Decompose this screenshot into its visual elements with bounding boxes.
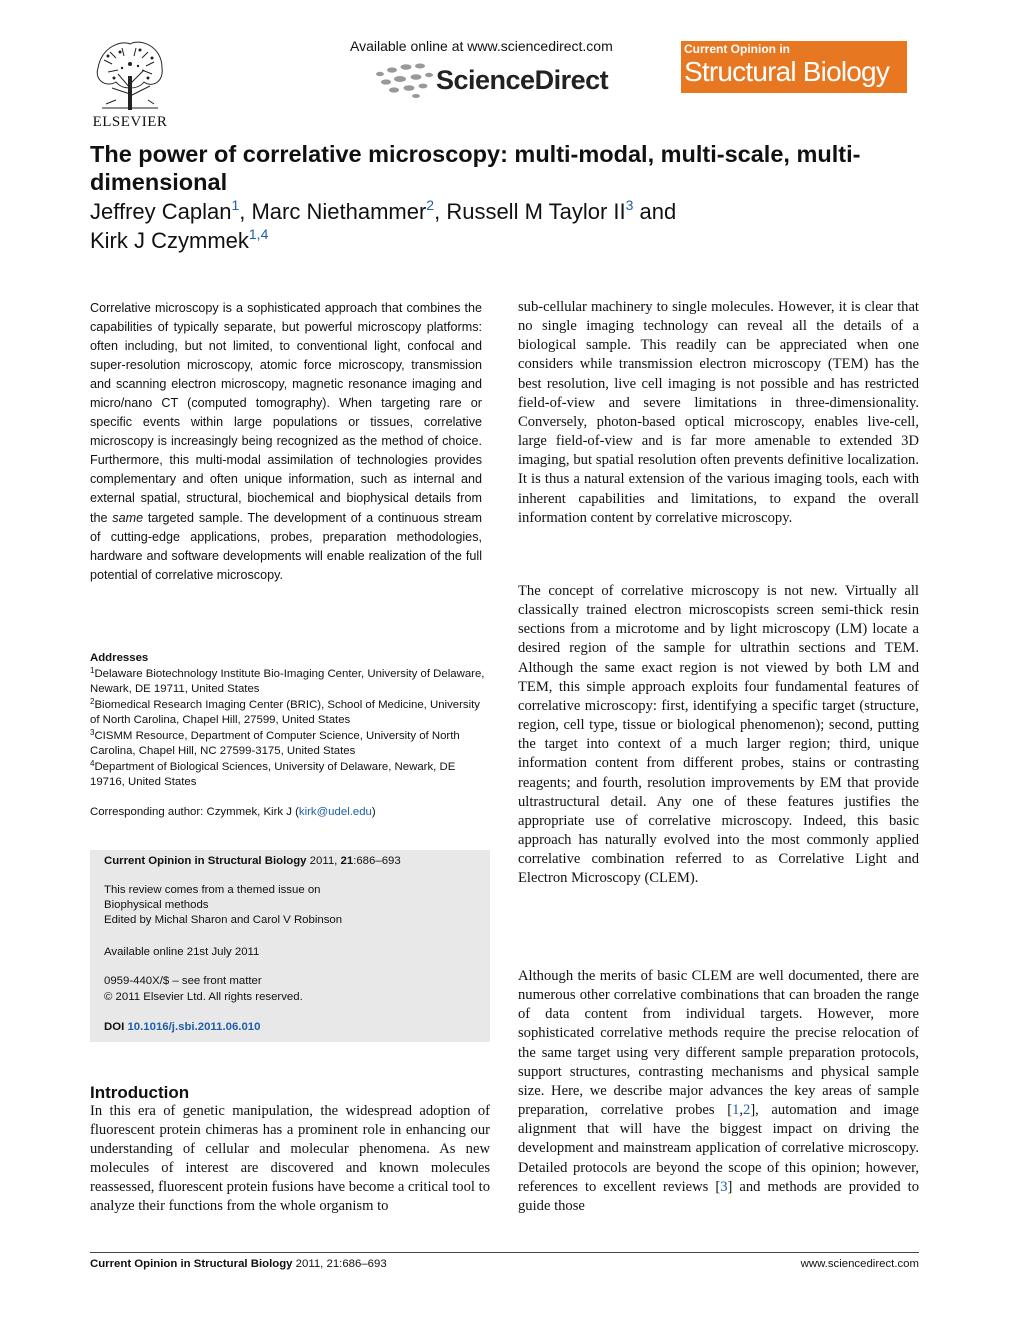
address-text: Department of Biological Sciences, University of Delaware, Newark, DE 19716, United States <box>90 760 456 788</box>
address-text: Delaware Biotechnology Institute Bio-Imaging Center, University of Delaware, Newark, DE 19711, United States <box>90 667 485 695</box>
author-affiliation[interactable]: 1 <box>231 197 240 213</box>
author-affiliation[interactable]: 3 <box>625 197 634 213</box>
author-name: Marc Niethammer <box>251 199 427 224</box>
address-number: 4 <box>90 758 95 768</box>
theme-name: Biophysical methods <box>104 899 209 911</box>
available-date: Available online 21st July 2011 <box>104 946 260 958</box>
author-separator: and <box>633 199 677 224</box>
paragraph-text: ], automation and image alignment that will have the biggest impact on driving the development and mainstream application of correlative microscopy. Detailed protocols are beyond the scope of this opinion; however, references to excellent reviews [ <box>518 1102 920 1195</box>
corresponding-prefix: Corresponding author: Czymmek, Kirk J ( <box>90 806 299 818</box>
abstract-emphasis: same <box>112 510 144 525</box>
address-number: 2 <box>90 696 95 706</box>
theme-line: This review comes from a themed issue on <box>104 884 321 896</box>
sciencedirect-wordmark: ScienceDirect <box>436 64 609 95</box>
address-item <box>90 760 490 791</box>
author-affiliation[interactable]: 2 <box>426 197 435 213</box>
elsevier-logo <box>90 38 170 130</box>
footer-url[interactable]: www.sciencedirect.com <box>800 1258 919 1270</box>
available-online-text: Available online at www.sciencedirect.com <box>350 38 613 54</box>
corresponding-author <box>90 806 490 818</box>
author-separator: , <box>239 199 252 224</box>
body-paragraph-2: The concept of correlative microscopy is not new. Virtually all classically trained electron microscopists screen semi-thick resin sections from a microtome and by light microscopy (LM) locate a desired region of the sample for ultrathin sections and TEM. Although the same exact region is not viewed by both LM and TEM, this simple approach exploits four fundamental features of correlative microscopy: first, identifying a specific target (structure, region, cell type, tissue or biological phenomenon); second, putting the target into context of a much larger region; third, unique information content from different probes, stains or contrasting reagents; and fourth, resolution improvements by EM that provide ultrastructural detail. Any one of these features justifies the appropriate use of correlative microscopy. Indeed, this basic approach has naturally evolved into the most commonly applied correlative combination referred to as Correlative Light and Electron Microscopy (CLEM). <box>518 583 919 887</box>
journal-badge-title: Structural Biology <box>684 56 890 87</box>
footer-divider <box>90 1252 919 1253</box>
citation-journal: Current Opinion in Structural Biology <box>104 855 307 867</box>
editors-line: Edited by Michal Sharon and Carol V Robinson <box>104 914 343 926</box>
citation-volume: 21 <box>340 855 354 867</box>
footer-citation <box>90 1258 387 1270</box>
introduction-text: In this era of genetic manipulation, the widespread adoption of fluorescent protein chimeras has a prominent role in enhancing our understanding of cellular and molecular phenomena. As new molecules of interest are discovered and known molecules reassessed, fluorescent protein fusions have become a critical tool to analyze their functions from the whole organism to <box>90 1103 490 1215</box>
reference-link[interactable]: 3 <box>720 1178 728 1195</box>
copyright-line: © 2011 Elsevier Ltd. All rights reserved. <box>104 991 303 1003</box>
doi-label: DOI <box>104 1021 125 1033</box>
address-item <box>90 698 490 729</box>
paragraph-text: Although the merits of basic CLEM are well documented, there are numerous other correlative combinations that can broaden the range of data content from individual targets. However, more sophisticated correlative methods require the precise relocation of the same target using very different sample preparation protocols, support structures, contrasting mechanisms and physical sample size. Here, we describe major advances the key areas of sample preparation, correlative probes [ <box>518 968 919 1119</box>
doi-link[interactable]: 10.1016/j.sbi.2011.06.010 <box>127 1021 261 1033</box>
journal-badge <box>681 41 907 93</box>
paragraph-text: ] and methods are provided to guide those <box>518 1178 919 1214</box>
reference-link[interactable]: 1 <box>732 1102 740 1119</box>
citation-year: 2011, <box>306 855 341 867</box>
address-item <box>90 729 490 760</box>
address-number: 1 <box>90 665 95 675</box>
publisher-name: ELSEVIER <box>92 114 168 130</box>
author-separator: , <box>434 199 447 224</box>
author-name: Kirk J Czymmek <box>90 228 249 253</box>
author-affiliation[interactable]: 1,4 <box>248 226 269 242</box>
citation-pages: :686–693 <box>353 855 401 867</box>
footer-journal: Current Opinion in Structural Biology <box>90 1258 293 1270</box>
corresponding-suffix: ) <box>371 806 376 818</box>
issn-line: 0959-440X/$ – see front matter <box>104 975 262 987</box>
abstract-text: Correlative microscopy is a sophisticated approach that combines the capabilities of typically separate, but powerful microscopy platforms: often including, but not limited, to conventional light, confocal and super-resolution microscopy, atomic force microscopy, transmission and scanning electron microscopy, magnetic resonance imaging and micro/nano CT (computed tomography). When targeting rare or specific events within large populations or tissues, correlative microscopy is increasingly being recognized as the method of choice. Furthermore, this multi-modal assimilation of technologies provides complementary and often unique information, such as internal and external spatial, structural, biochemical and biophysical details from the <box>90 301 482 525</box>
author-name: Russell M Taylor II <box>446 199 626 224</box>
abstract-text: targeted sample. The development of a continuous stream of cutting-edge applications, probes, preparation methodologies, hardware and software developments will enable realization of the full potential of correlative microscopy. <box>90 510 482 582</box>
reference-link[interactable]: 2 <box>743 1102 751 1119</box>
address-text: CISMM Resource, Department of Computer Science, University of North Carolina, Chapel Hill, NC 27599-3175, United States <box>90 729 460 757</box>
elsevier-tree-icon <box>92 38 168 112</box>
address-number: 3 <box>90 727 95 737</box>
body-paragraph-1: sub-cellular machinery to single molecules. However, it is clear that no single imaging technology can reveal all the details of a biological sample. This readily can be appreciated when one considers while transmission electron microscopy (TEM) has the best resolution, live cell imaging is not possible and has restricted field-of-view and severe limitations in three-dimensionality. Conversely, photon-based optical microscopy, enables live-cell, large field-of-view and is far more amenable to extended 3D imaging, but spatial resolution often prevents definitive localization. It is thus a natural extension of the various imaging tools, each with inherent capabilities and limitations, to expand the overall information content by correlative microscopy. <box>518 299 919 526</box>
addresses-heading: Addresses <box>90 652 149 664</box>
address-text: Biomedical Research Imaging Center (BRIC), School of Medicine, University of North Carolina, Chapel Hill, 27599, United States <box>90 698 480 726</box>
sciencedirect-logo <box>372 60 608 100</box>
journal-badge-top: Current Opinion in <box>684 42 790 56</box>
abstract <box>90 299 482 585</box>
citation-line <box>104 853 484 869</box>
corresponding-email-link[interactable]: kirk@udel.edu <box>298 806 372 818</box>
author-list <box>90 197 930 255</box>
doi-line <box>104 1019 484 1035</box>
addresses <box>90 651 490 791</box>
address-item <box>90 667 490 698</box>
article-title: The power of correlative microscopy: multi-modal, multi-scale, multi-dimensional <box>90 141 861 195</box>
body-paragraph-3 <box>518 967 919 1216</box>
paragraph-text: , <box>739 1102 744 1119</box>
footer-citation-detail: 2011, 21:686–693 <box>292 1258 387 1270</box>
article-info-box <box>90 850 490 1042</box>
sciencedirect-dots-icon <box>372 60 434 100</box>
author-name: Jeffrey Caplan <box>90 199 232 224</box>
section-heading-introduction: Introduction <box>90 1083 190 1102</box>
